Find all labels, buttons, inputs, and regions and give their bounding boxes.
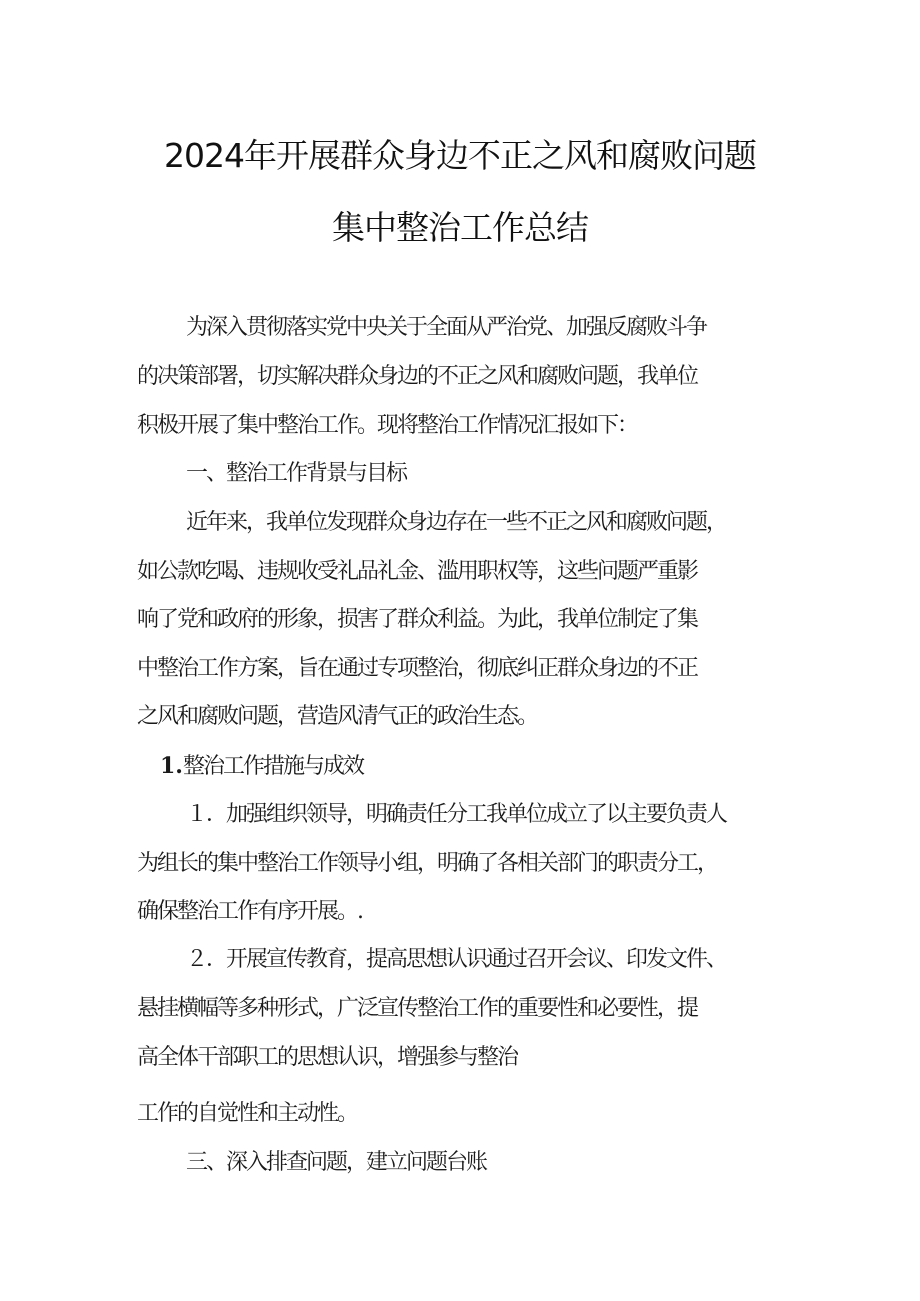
paragraph-measure1-line2: 为组长的集中整治工作领导小组，明确了各相关部门的职责分工， [137,851,718,876]
paragraph-background-line4: 中整治工作方案，旨在通过专项整治，彻底纠正群众身边的不正 [137,656,698,681]
paragraph-intro-line1: 为深入贯彻落实党中央关于全面从严治党、加强反腐败斗争 [186,315,707,340]
paragraph-measure2-line2: 悬挂横幅等多种形式，广泛宣传整治工作的重要性和必要性，提 [137,996,698,1021]
paragraph-background-line3: 响了党和政府的形象，损害了群众利益。为此，我单位制定了集 [137,607,698,632]
section-heading-2-number: 1. [160,753,183,779]
paragraph-measure2-line3: 高全体干部职工的思想认识，增强参与整治 [137,1045,518,1070]
section-heading-3: 三、深入排查问题，建立问题台账 [186,1150,487,1175]
paragraph-intro-line3: 积极开展了集中整治工作。现将整治工作情况汇报如下： [137,413,638,438]
section-heading-2-text: 整治工作措施与成效 [182,754,363,779]
document-title-line2: 集中整治工作总结 [332,208,588,247]
paragraph-intro-line2: 的决策部署，切实解决群众身边的不正之风和腐败问题，我单位 [137,364,698,389]
paragraph-background-line1: 近年来，我单位发现群众身边存在一些不正之风和腐败问题， [186,510,727,535]
paragraph-background-line2: 如公款吃喝、违规收受礼品礼金、滥用职权等，这些问题严重影 [137,559,698,584]
section-heading-2 [160,751,920,782]
paragraph-measure2-line1: ２．开展宣传教育，提高思想认识通过召开会议、印发文件、 [186,947,727,972]
section-heading-1: 一、整治工作背景与目标 [186,461,407,486]
document-title-line1: 2024年开展群众身边不正之风和腐败问题 [164,136,756,175]
paragraph-background-line5: 之风和腐败问题，营造风清气正的政治生态。 [137,704,538,729]
paragraph-measure1-line1: １．加强组织领导，明确责任分工我单位成立了以主要负责人 [186,802,727,827]
paragraph-measure1-line3: 确保整治工作有序开展。. [137,899,362,924]
paragraph-measure2-line4: 工作的自觉性和主动性。 [137,1101,358,1126]
